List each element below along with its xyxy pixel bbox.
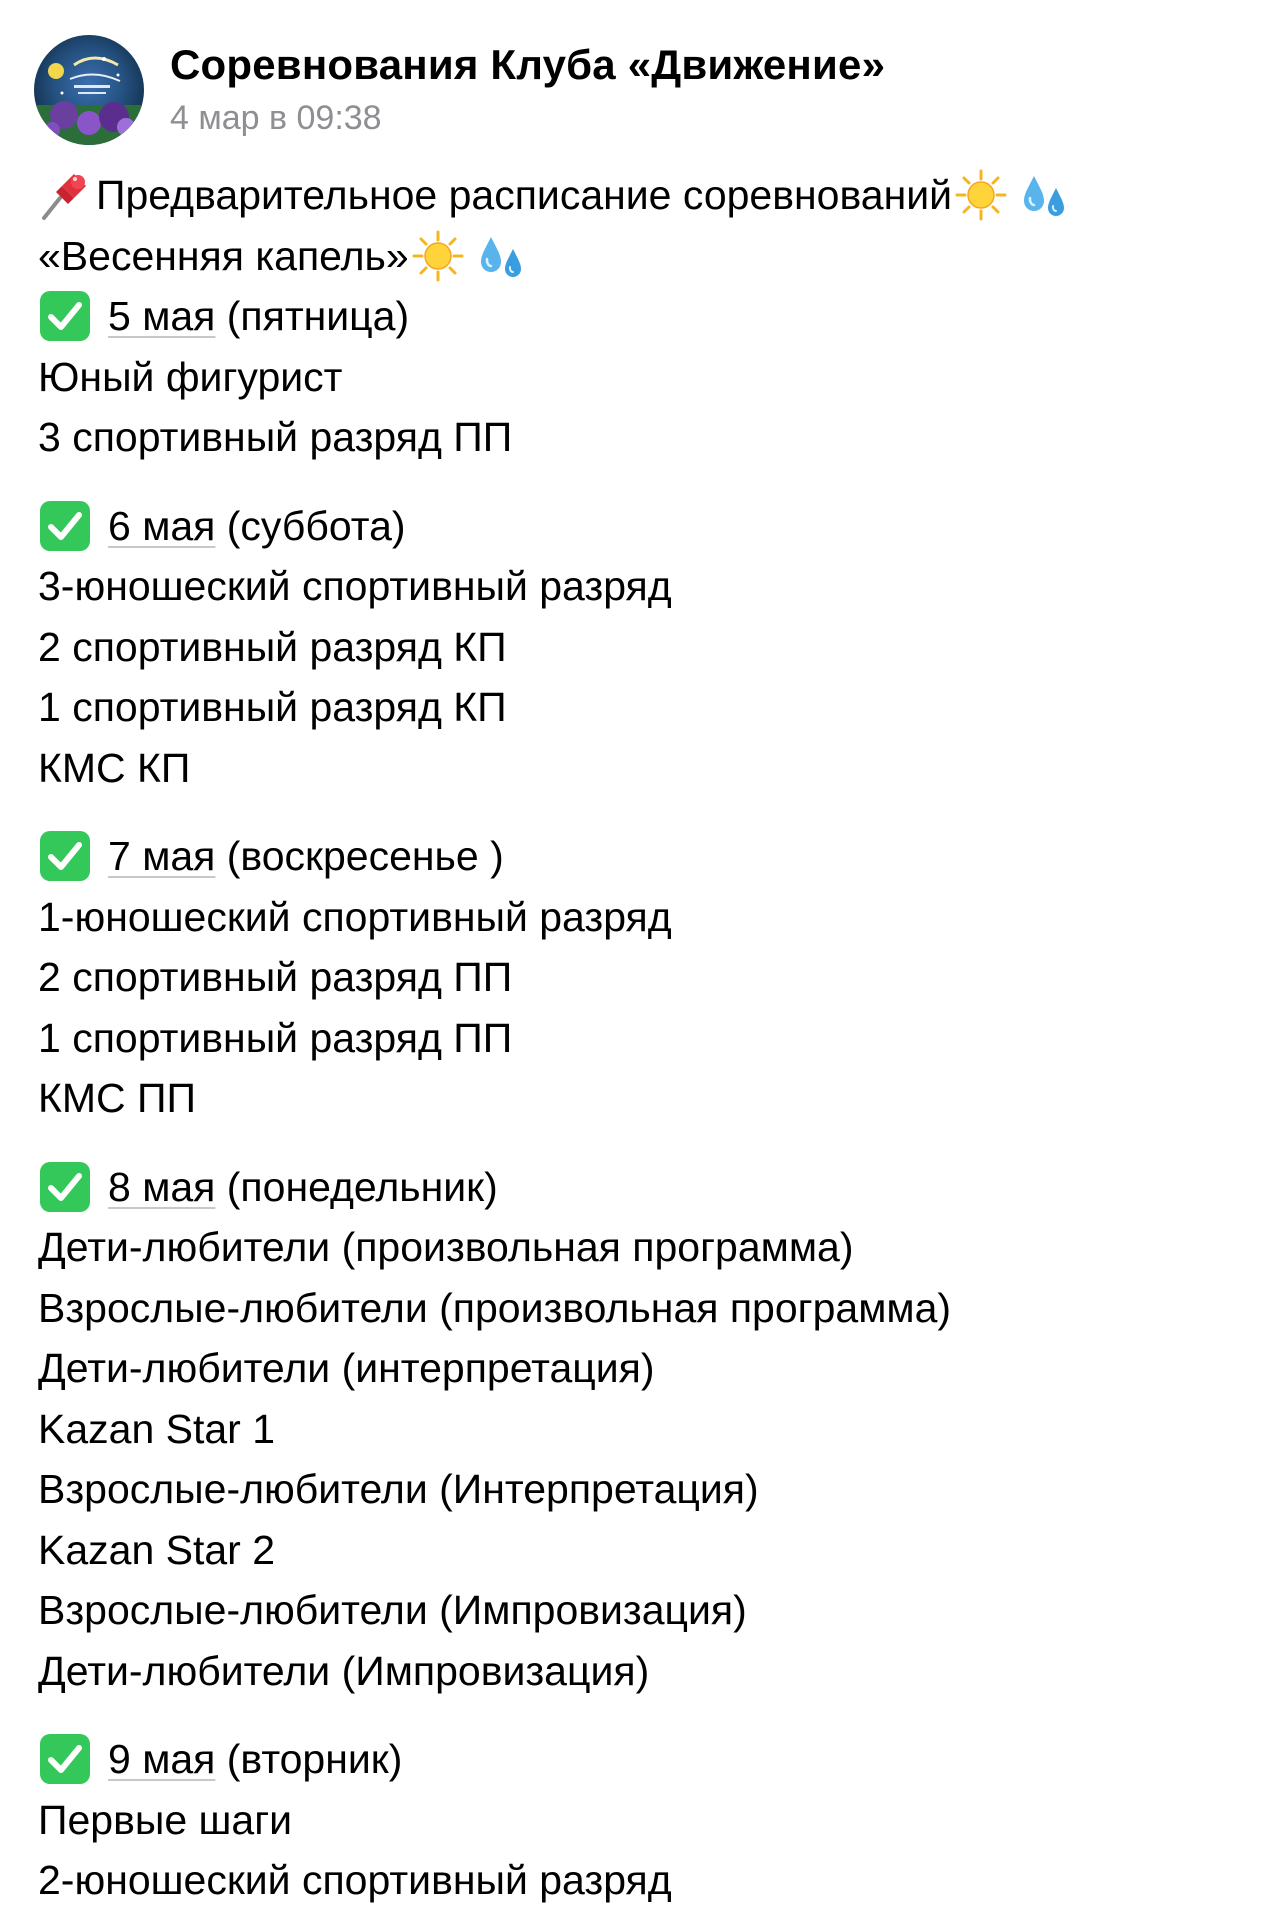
- schedule-item: Дети-любители (произвольная программа): [38, 1224, 854, 1270]
- post-header: [34, 34, 885, 146]
- schedule-item: Дети-любители (интерпретация): [38, 1345, 655, 1391]
- schedule-item: Взрослые-любители (произвольная программа): [38, 1284, 952, 1331]
- post-title-line-2: [38, 226, 1258, 287]
- day-weekday: (суббота): [215, 502, 406, 549]
- post-timestamp[interactable]: 4 мар в 09:38: [170, 99, 382, 137]
- day-weekday: (понедельник): [215, 1163, 498, 1210]
- schedule-item: Юный фигурист: [38, 353, 343, 400]
- day-date-link[interactable]: 8 мая: [108, 1163, 216, 1210]
- day-header: [38, 1729, 1258, 1790]
- sweat-droplets-icon: [475, 229, 529, 283]
- day-header: [38, 826, 1258, 887]
- day-date-link[interactable]: 7 мая: [108, 833, 216, 879]
- schedule-item: КМС КП: [38, 744, 191, 791]
- schedule-item: 3-юношеский спортивный разряд: [38, 563, 672, 609]
- schedule-item: Взрослые-любители (Импровизация): [38, 1587, 747, 1633]
- day-date-link[interactable]: 6 мая: [108, 502, 216, 549]
- check-mark-button-icon: [38, 499, 92, 553]
- schedule-item: 1 спортивный разряд КП: [38, 684, 507, 730]
- competition-name: «Весенняя капель»: [38, 232, 409, 279]
- schedule-item: Взрослые-любители (Интерпретация): [38, 1466, 759, 1512]
- check-mark-button-icon: [38, 1160, 92, 1214]
- post-text: [38, 165, 1258, 1911]
- schedule-item: 3 спортивный разряд ПП: [38, 414, 513, 460]
- schedule-item: 2 спортивный разряд ПП: [38, 954, 513, 1000]
- post-title-text: Предварительное расписание соревнований: [96, 172, 953, 218]
- schedule-item: КМС ПП: [38, 1075, 196, 1121]
- pushpin-icon: [38, 168, 92, 222]
- day-weekday: (воскресенье ): [215, 833, 504, 879]
- author-avatar[interactable]: [34, 35, 144, 145]
- sun-icon: [411, 229, 465, 283]
- schedule-item: Kazan Star 2: [38, 1526, 276, 1573]
- sun-icon: [954, 168, 1008, 222]
- schedule-item: 2-юношеский спортивный разряд: [38, 1857, 672, 1903]
- schedule-item: 2 спортивный разряд КП: [38, 623, 507, 670]
- schedule-item: Kazan Star 1: [38, 1405, 276, 1452]
- sweat-droplets-icon: [1018, 168, 1072, 222]
- day-date-link[interactable]: 9 мая: [108, 1736, 216, 1782]
- check-mark-button-icon: [38, 829, 92, 883]
- schedule-item: Дети-любители (Импровизация): [38, 1647, 650, 1694]
- post-title-line-1: [38, 165, 1258, 226]
- check-mark-button-icon: [38, 1732, 92, 1786]
- event-poster-avatar-icon: [34, 35, 144, 145]
- author-name[interactable]: Соревнования Клуба «Движение»: [170, 41, 886, 88]
- day-weekday: (вторник): [215, 1736, 403, 1782]
- day-date-link[interactable]: 5 мая: [108, 293, 216, 339]
- schedule-item: 1-юношеский спортивный разряд: [38, 893, 672, 940]
- day-header: [38, 286, 1258, 347]
- schedule-item: Первые шаги: [38, 1796, 293, 1843]
- day-header: [38, 496, 1258, 557]
- schedule-item: 1 спортивный разряд ПП: [38, 1014, 513, 1061]
- day-header: [38, 1157, 1258, 1218]
- day-weekday: (пятница): [215, 293, 410, 339]
- check-mark-button-icon: [38, 289, 92, 343]
